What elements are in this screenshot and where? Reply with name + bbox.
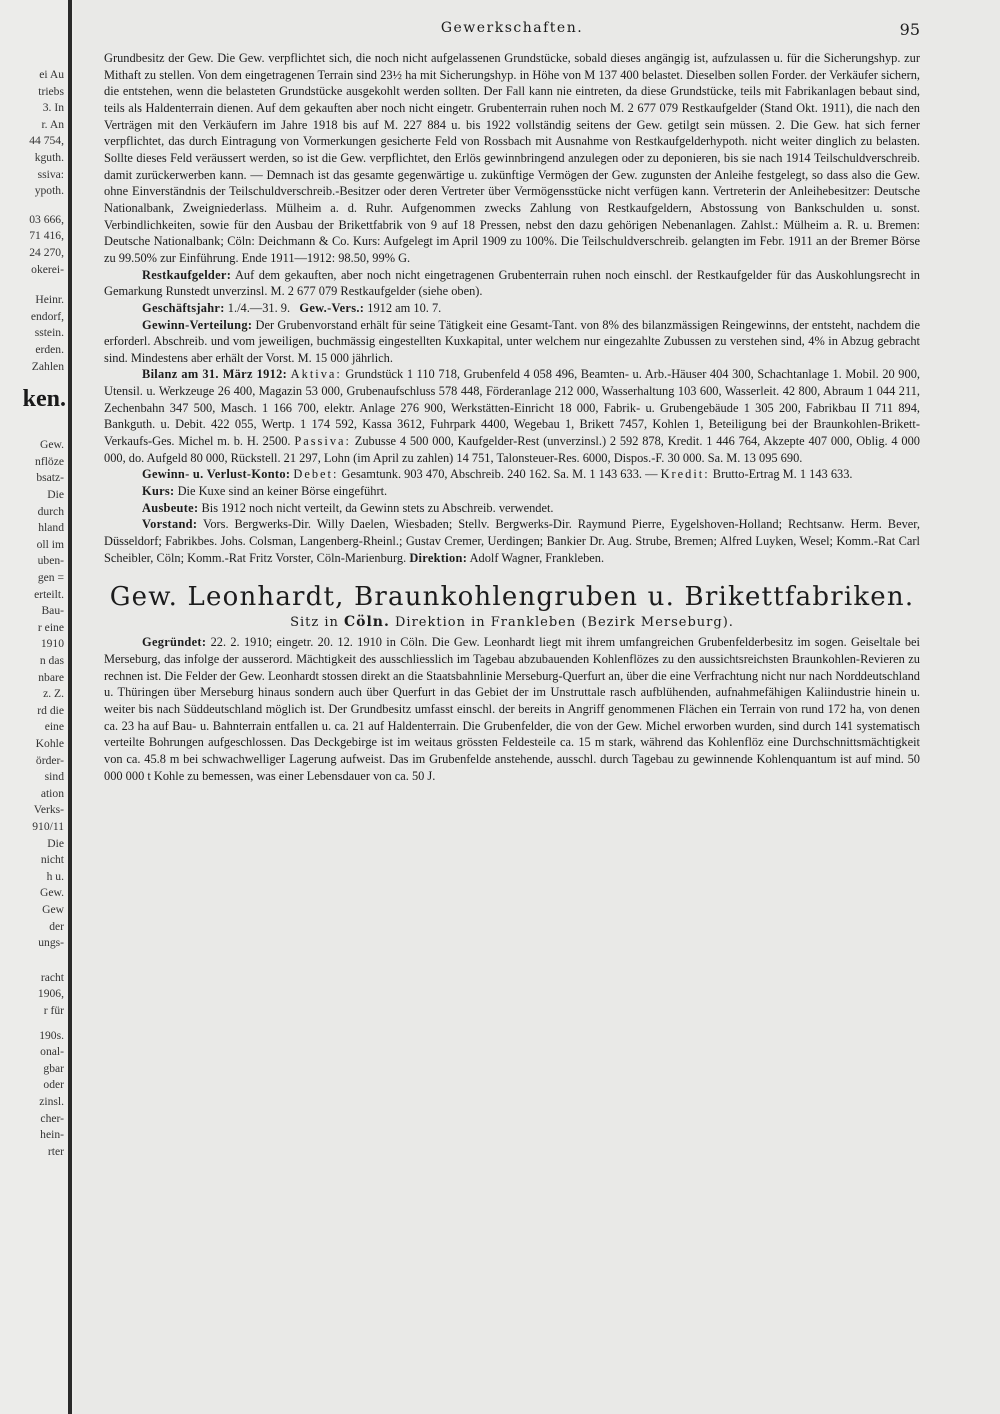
adjacent-page-fragment: nbare xyxy=(38,670,64,684)
adjacent-page-fragment: oder xyxy=(43,1078,64,1092)
adjacent-page-fragment: 1906, xyxy=(37,987,64,1001)
adjacent-page-fragment: Gew. xyxy=(39,438,64,452)
adjacent-page-fragment: Gew xyxy=(42,903,64,916)
adjacent-page-fragment: sstein. xyxy=(34,326,64,340)
adjacent-page-margin xyxy=(0,0,74,1414)
text-gewinn-verteilung: Der Grubenvorstand erhält für seine Tätigkeit eine Gesamt-Tant. von 8% des bilanzmässigen Reingewinns, der entsteht, nachdem die erforderl. Abschreib. und vom jeweiligen, buchmässig eingestellten Kuxkapital, unter welchem nur eingezahlte Zubussen zu verstehen sind, 4% in Abzug gebracht sind. Mindestens aber erhält der Vorst. M. 15 000 jährlich. xyxy=(104,317,920,365)
adjacent-page-fragment: 03 666, xyxy=(29,212,64,226)
adjacent-page-fragment: erteilt. xyxy=(34,587,64,601)
label-vorstand: Vorstand: xyxy=(142,517,198,532)
adjacent-page-fragment: ungs- xyxy=(38,936,64,950)
adjacent-page-fragment: ypoth. xyxy=(34,184,64,198)
label-gewinn-verlust-konto: Gewinn- u. Verlust-Konto: xyxy=(142,467,291,482)
adjacent-page-fragment: r für xyxy=(43,1004,64,1017)
adjacent-page-fragment: onal- xyxy=(40,1045,64,1059)
adjacent-page-fragment: hland xyxy=(38,521,64,535)
adjacent-page-fragment: Gew. xyxy=(39,886,64,900)
adjacent-page-fragment: h u. xyxy=(46,869,64,883)
running-head-title: Gewerkschaften. xyxy=(440,20,584,36)
label-gewinn-verteilung: Gewinn-Verteilung: xyxy=(142,317,253,332)
adjacent-page-fragment: 24 270, xyxy=(29,246,64,259)
adjacent-page-fragment: okerei- xyxy=(31,262,64,276)
adjacent-page-fragment: triebs xyxy=(38,84,64,98)
adjacent-page-fragment: nicht xyxy=(40,853,64,867)
sitz-prefix: Sitz in xyxy=(290,615,344,631)
adjacent-page-fragment: sind xyxy=(44,770,64,784)
adjacent-page-fragment: uben- xyxy=(37,554,64,568)
text-aktiva: Grundstück 1 110 718, Grubenfeld 4 058 496, Beamten- u. Arb.-Häuser 404 300, Schachtanlage 1. Mobil. 20 900, Utensil. u. Werkzeuge 26 400, Magazin 53 000, Grubenaufschluss 578 448, Förderanlage 212 000, Wasserhaltung 103 600, Wasserleit. 42 800, Abraum 1 044 211, Zechenbahn 347 500, Masch. 1 166 700, elektr. Anlage 276 900, Werkstätten-Einricht 18 000, Fabrik- u. Grubengebäude 1 305 200, Fabrikbau II 711 894, Bankguth. u. Debit. 422 055, Wertp. 1 174 592, Kassa 3612, Fuhrpark 4400, Wegebau 1, Brikett 7457, Kohlen 1, Beteiligung bei der Braunkohlen-Brikett-Verkaufs-Ges. Michel m. b. H. 2500. xyxy=(104,367,920,449)
text-vorstand: Vors. Bergwerks-Dir. Willy Daelen, Wiesbaden; Stellv. Bergwerks-Dir. Raymund Pierre, Eygelshoven-Holland; Rechtsanw. Herm. Bever, Düsseldorf; Fabrikbes. Johs. Colsman, Langenberg-Rheinl.; Gustav Cremer, Uerdingen; Bankier Dr. Aug. Strube, Bremen; Alfred Luyken, Wesel; Komm.-Rat Carl Scheibler, Cöln; Komm.-Rat Fritz Vorster, Cöln-Marienburg. xyxy=(104,517,920,565)
paragraph-gewinn-verlust: Gewinn- u. Verlust-Konto: Debet: Gesamtunk. 903 470, Abschreib. 240 162. Sa. M. 1 143 633. — Kredit: Brutto-Ertrag M. 1 143 633. xyxy=(142,467,853,482)
adjacent-page-fragment: gen = xyxy=(37,571,64,584)
text-debet: Gesamtunk. 903 470, Abschreib. 240 162. Sa. M. 1 143 633. xyxy=(338,467,642,482)
adjacent-page-fragment: Heinr. xyxy=(35,293,64,307)
adjacent-page-fragment: r eine xyxy=(37,620,64,634)
paragraph-geschaeftsjahr xyxy=(104,300,920,317)
text-direktion: Adolf Wagner, Frankleben. xyxy=(467,550,605,565)
paragraph-gegruendet xyxy=(104,634,920,784)
text-kredit: Brutto-Ertrag M. 1 143 633. xyxy=(709,467,853,482)
adjacent-page-fragment: 3. In xyxy=(42,101,64,115)
adjacent-page-fragment: rd die xyxy=(37,703,64,717)
adjacent-page-fragment: eine xyxy=(44,720,64,734)
text-geschaeftsjahr: 1./4.—31. 9. xyxy=(224,300,291,315)
adjacent-page-fragment: durch xyxy=(37,504,64,518)
page-number: 95 xyxy=(899,20,920,39)
page-fold-shadow xyxy=(68,0,72,1414)
text-gew-vers: 1912 am 10. 7. xyxy=(364,300,442,315)
adjacent-page-fragment: Kohle xyxy=(35,737,64,750)
adjacent-page-fragment: gbar xyxy=(43,1061,64,1075)
article-heading: Gew. Leonhardt, Braunkohlengruben u. Brikettfabriken. xyxy=(109,582,915,613)
adjacent-page-fragment: erden. xyxy=(35,343,64,356)
adjacent-page-fragment: bsatz- xyxy=(36,471,64,485)
text-passiva: Zubusse 4 500 000, Kaufgelder-Rest (unverzinsl.) 2 592 878, Kredit. 1 446 764, Akzepte 407 000, Oblig. 4 000 000, do. Aufgeld 80 000, Rückstell. 21 297, Lohn (im April zu zahlen) 14 751, Talonsteuer-Res. 6000, Dispos.-F. 30 000. Sa. M. 13 095 690. xyxy=(104,434,920,465)
article-gew-continued xyxy=(104,50,920,566)
text-restkaufgelder: Auf dem gekauften, aber noch nicht eingetragenen Grubenterrain ruhen noch einschl. der Restkaufgelder für das Auskohlungsrecht in Gemarkung Runstedt unverzinsl. M. 2 677 079 Restkaufgelder (siehe oben). xyxy=(104,267,920,299)
adjacent-page-fragment: 1910 xyxy=(40,637,64,651)
paragraph-gewinn-verteilung xyxy=(104,317,920,367)
text-ausbeute: Bis 1912 noch nicht verteilt, da Gewinn stets zu Abschreib. verwendet. xyxy=(198,500,554,515)
label-aktiva: Aktiva: xyxy=(290,367,342,382)
label-direktion: Direktion: xyxy=(409,550,468,565)
label-gegruendet: Gegründet: xyxy=(142,635,207,650)
adjacent-page-fragment: Die xyxy=(47,836,64,850)
paragraph-grundbesitz: Grundbesitz der Gew. Die Gew. verpflichtet sich, die noch nicht aufgelassenen Grundstücke, sobald dieses angängig ist, aufzulassen u. für die Sicherungshyp. zur Mithaft zu stellen. Von dem eingetragenen Terrain sind 23½ ha mit Sicherungshyp. in Höhe von M 137 400 belastet. Dieselben sollen Forder. der Verkäufer sichern, die entstehen, wenn die belasteten Grundstücke ausgekohlt werden sollten. Der Fall kann nie eintreten, da diese Grundstücke, teils mit Fabrikanlagen bebaut sind, teils als Haldenterrain dienen. Auf dem gekauften aber noch nicht eingetr. Grubenterrain ruhen noch M. 2 677 079 Restkaufgelder (Stand Okt. 1911), die nach den Verträgen mit den Verkäufern im Jahre 1918 bis auf M. 227 884 u. bis 1922 vollständig seitens der Gew. getilgt sein müssen. 2. Die Gew. hat sich ferner verpflichtet, das durch Eintragung von Vormerkungen gesicherte Feld von Rossbach mit Ausnahme von Restkaufgelderhypoth. nicht weiter dinglich zu belasten. Sollte dieses Feld veräussert werden, so ist die Gew. verpflichtet, den Erlös gewinnbringend anzulegen oder zu deponieren, bis sie nach 1914 Teilschuldverschreib. damit zurückerwerben kann. — Demnach ist das gesamte gegenwärtige u. zukünftige Vermögen der Gew. zugunsten der Anleihe festgelegt, so dass also die Gew. ohne Einverständnis der Teilschuldverschreib.-Besitzer oder deren Vertreter über Vermögensstücke nicht verfügen kann. Vertreterin der Anleihebesitzer: Deutsche Nationalbank, Zweigniederlass. Mülheim a. d. Ruhr. Aufgenommen zwecks Zahlung von Restkaufgeldern, Abstossung von Bankschulden u. sonst. Verbindlichkeiten, sowie für den Ausbau der Brikettfabrik von 9 auf 18 Pressen, nebst den dazu gehörigen Nebenanlagen. Zahlst.: Mülheim a. R. u. Bremen: Deutsche Nationalbank; Cöln: Deichmann & Co. Kurs: Aufgelegt im April 1909 zu 100%. Die Teilschuldverschreib. gelangten im Febr. 1911 an der Bremer Börse zu 99.50% zur Einführung. Ende 1911—1912: 98.50, 99% G. xyxy=(104,51,920,265)
label-passiva: Passiva: xyxy=(294,434,351,449)
adjacent-page-fragment: z. Z. xyxy=(43,687,64,701)
adjacent-page-fragment: nflöze xyxy=(35,454,64,468)
sitz-suffix: Direktion in Frankleben (Bezirk Merseburg). xyxy=(389,615,734,631)
running-header xyxy=(104,20,920,50)
text-kurs: Die Kuxe sind an keiner Börse eingeführt. xyxy=(174,484,388,499)
paragraph-ausbeute xyxy=(104,500,920,517)
adjacent-page-fragment: racht xyxy=(40,970,64,984)
adjacent-page-fragment: kguth. xyxy=(34,151,64,164)
label-kredit: Kredit: xyxy=(660,467,710,482)
adjacent-page-fragment: oll im xyxy=(36,537,64,551)
label-gew-vers: Gew.-Vers.: xyxy=(299,300,365,315)
adjacent-page-fragment: 44 754, xyxy=(29,134,64,148)
label-restkaufgelder: Restkaufgelder: xyxy=(142,267,232,282)
label-debet: Debet: xyxy=(293,467,339,482)
adjacent-page-fragment: cher- xyxy=(40,1111,64,1125)
adjacent-page-fragment: rter xyxy=(47,1144,64,1158)
adjacent-page-fragment: Zahlen xyxy=(31,359,64,373)
adjacent-page-fragment: Bau- xyxy=(41,604,64,618)
adjacent-page-fragment: ssiva: xyxy=(37,167,64,181)
book-page xyxy=(104,20,920,1400)
label-kurs: Kurs: xyxy=(142,484,175,499)
adjacent-page-fragment: der xyxy=(49,919,64,933)
adjacent-page-fragment: ken. xyxy=(22,386,66,413)
adjacent-page-fragment: Die xyxy=(47,488,64,501)
adjacent-page-fragment: örder- xyxy=(35,753,64,767)
adjacent-page-fragment: r. An xyxy=(41,117,64,131)
label-geschaeftsjahr: Geschäftsjahr: xyxy=(142,300,225,315)
label-ausbeute: Ausbeute: xyxy=(142,500,199,515)
article-leonhardt xyxy=(104,634,920,784)
adjacent-page-fragment: n das xyxy=(39,654,64,667)
adjacent-page-fragment: Verks- xyxy=(33,803,64,817)
adjacent-page-fragment: ation xyxy=(40,786,64,800)
article-subheading xyxy=(104,614,920,630)
adjacent-page-fragment: 71 416, xyxy=(29,229,64,243)
adjacent-page-fragment: 190s. xyxy=(39,1028,64,1042)
adjacent-page-fragment: zinsl. xyxy=(39,1095,64,1108)
paragraph-vorstand xyxy=(104,516,920,566)
label-bilanz: Bilanz am 31. März 1912: xyxy=(142,367,288,382)
paragraph-restkaufgelder xyxy=(104,267,920,300)
text-gegruendet: 22. 2. 1910; eingetr. 20. 12. 1910 in Cöln. Die Gew. Leonhardt liegt mit ihrem umfangreichen Grubenfelderbesitz im sogen. Geiseltale bei Merseburg, das infolge der ausserord. Mächtigkeit des ausschliesslich im Tagebau abzubauenden Kohlenflözes zu den aussichtsreichsten Braunkohlen-Revieren zu rechnen ist. Die Felder der Gew. Leonhardt stossen direkt an die Staatsbahnlinie Merseburg-Querfurt an, über die eine Verfrachtung nicht nur nach Norddeutschland u. Thüringen über Merseburg hinaus sondern auch über Querfurt in das Gebiet der im Unstruttale rasch aufblühenden, aufnahmefähigen Kaliindustrie hinein u. weiter bis nach Süddeutschland möglich ist. Der Grundbesitz umfasst einschl. der bereits in Angriff genommenen Flächen ein Terrain von rund 172 ha, von denen ca. 23 ha auf Bau- u. Bahnterrain entfallen u. ca. 21 auf Haldenterrain. Die Grubenfelder, die von der Gew. Michel erworben wurden, sind durch 141 systematisch verteilte Bohrungen aufgeschlossen. Das Deckgebirge ist im weitaus grössten Feldesteile ca. 15 m stark, während das Kohlenflöz eine Durchschnittsmächtigkeit von ca. 45.8 m bei schwachwelliger Lagerung aufweist. Das im Grubenfelde anstehende, ausschl. durch Tagebau zu gewinnende Kohlenquantum ist auf mind. 50 000 000 t Kohle zu bemessen, was einer Lebensdauer von ca. 50 J. xyxy=(104,635,920,783)
sitz-city: Cöln. xyxy=(344,614,390,631)
paragraph-kurs xyxy=(104,483,920,500)
adjacent-page-fragment: 910/11 xyxy=(32,820,64,833)
adjacent-page-fragment: ei Au xyxy=(39,68,64,81)
adjacent-page-fragment: hein- xyxy=(40,1128,64,1142)
paragraph-bilanz xyxy=(104,366,920,466)
adjacent-page-fragment: endorf, xyxy=(30,309,64,323)
